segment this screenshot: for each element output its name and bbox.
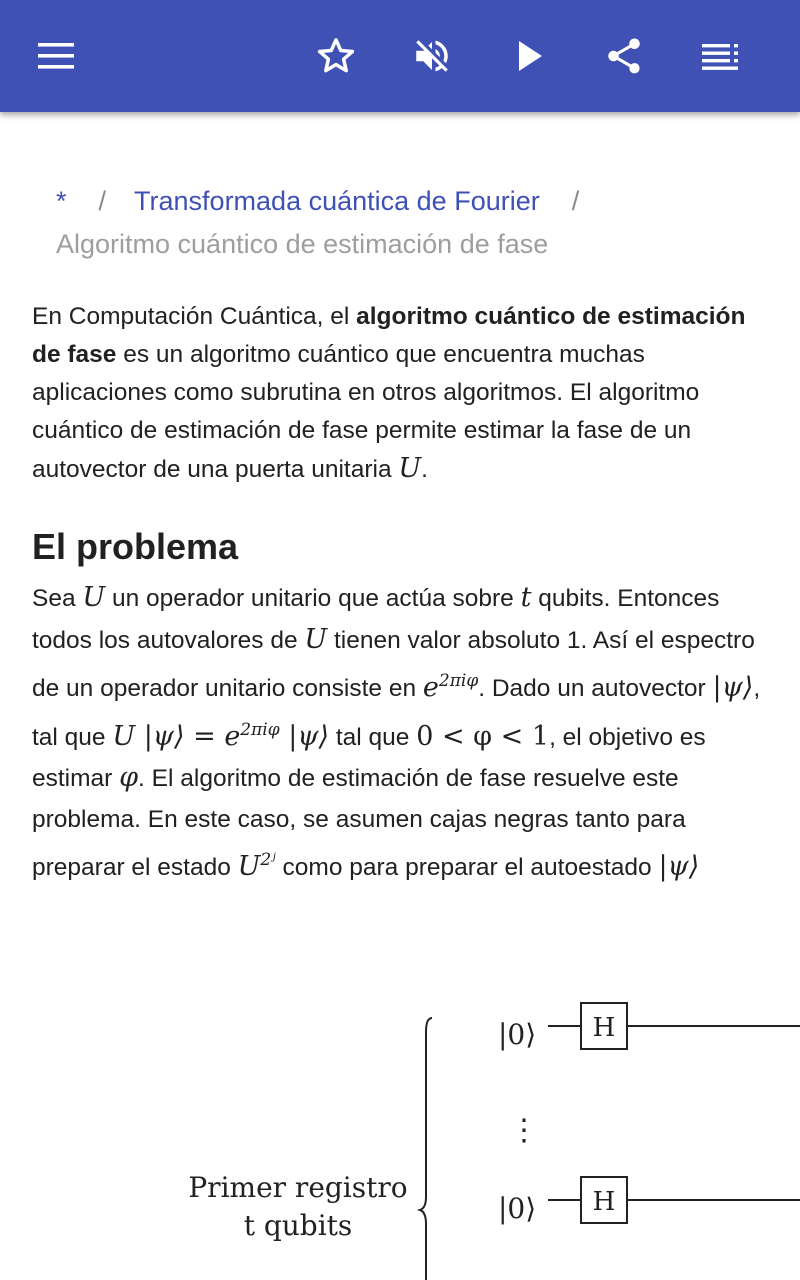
app-toolbar <box>0 0 800 112</box>
math-t: t <box>520 582 532 613</box>
math-phase-range: 0 < φ < 1 <box>416 720 550 752</box>
favorite-button[interactable] <box>308 28 364 84</box>
problem-text: , tal que <box>32 675 761 751</box>
register-brace <box>420 1018 432 1280</box>
share-icon <box>603 35 645 77</box>
math-u-power: $U^{2ʲ}$ <box>237 850 276 882</box>
intro-text: En Computación Cuántica, el <box>32 303 357 330</box>
hadamard-gate-top-label: H <box>592 1013 616 1043</box>
problem-text: tal que <box>329 723 417 751</box>
problem-text: , el objetivo es estimar <box>32 723 706 792</box>
problem-text: Sea <box>32 585 83 612</box>
intro-text: . <box>421 456 428 483</box>
math-psi-ket: |ψ⟩ <box>658 851 700 882</box>
math-u: U <box>82 582 106 613</box>
math-exponential: $e^{2\pi i\varphi}$ <box>422 671 479 703</box>
register-label-line2: t qubits <box>243 1209 353 1242</box>
article-content <box>0 112 800 1280</box>
math-u: U <box>398 453 422 484</box>
section-heading: El problema <box>32 526 239 567</box>
math-eigen-equation: U |ψ⟩ = $e^{2\pi i\varphi}$ |ψ⟩ <box>112 719 330 752</box>
problem-text: tienen valor absoluto 1. Así el espectro de un operador unitario consiste en <box>32 626 755 702</box>
register-label-line1: Primer registro <box>188 1171 408 1204</box>
breadcrumb-separator: / <box>571 186 580 216</box>
problem-paragraph <box>32 578 772 889</box>
breadcrumb-parent-link[interactable]: Transformada cuántica de Fourier <box>134 186 540 216</box>
breadcrumb-current: Algoritmo cuántico de estimación de fase <box>56 229 549 259</box>
mute-button[interactable] <box>404 28 460 84</box>
play-button[interactable] <box>502 28 558 84</box>
share-button[interactable] <box>596 28 652 84</box>
quantum-circuit-diagram <box>0 992 800 1280</box>
ket-zero-bottom: |0⟩ <box>498 1192 537 1225</box>
problem-text: qubits. Entonces todos los autovalores de <box>32 585 720 654</box>
problem-text: como para preparar el autoestado <box>275 854 659 881</box>
problem-text: . Dado un autovector <box>478 675 713 702</box>
star-outline-icon <box>315 35 357 77</box>
breadcrumb <box>56 180 776 266</box>
hadamard-gate-bottom-label: H <box>592 1187 616 1217</box>
playlist-icon <box>700 41 740 71</box>
volume-off-icon <box>411 35 453 77</box>
playlist-button[interactable] <box>692 28 748 84</box>
hamburger-menu-icon <box>36 41 76 71</box>
intro-text: es un algoritmo cuántico que encuentra muchas aplicaciones como subrutina en otros algoritmos. El algoritmo cuántico de estimación de fase permite estimar la fase de un autovector de una puerta unitaria <box>32 341 700 483</box>
math-u: U <box>304 623 328 655</box>
menu-button[interactable] <box>28 28 84 84</box>
math-psi-ket: |ψ⟩ <box>712 672 754 703</box>
ket-zero-top: |0⟩ <box>498 1018 537 1051</box>
problem-text: un operador unitario que actúa sobre <box>105 585 521 612</box>
problem-text: . El algoritmo de estimación de fase resuelve este problema. En este caso, se asumen cajas negras tanto para preparar el estado <box>32 765 686 881</box>
breadcrumb-separator: / <box>98 186 107 216</box>
intro-bold-term: algoritmo cuántico de estimación de fase <box>32 303 746 368</box>
breadcrumb-root-link[interactable]: * <box>56 186 67 216</box>
math-phi: φ <box>119 762 139 793</box>
vertical-dots: ⋮ <box>509 1113 539 1148</box>
play-icon <box>515 39 545 73</box>
intro-paragraph <box>32 298 772 489</box>
